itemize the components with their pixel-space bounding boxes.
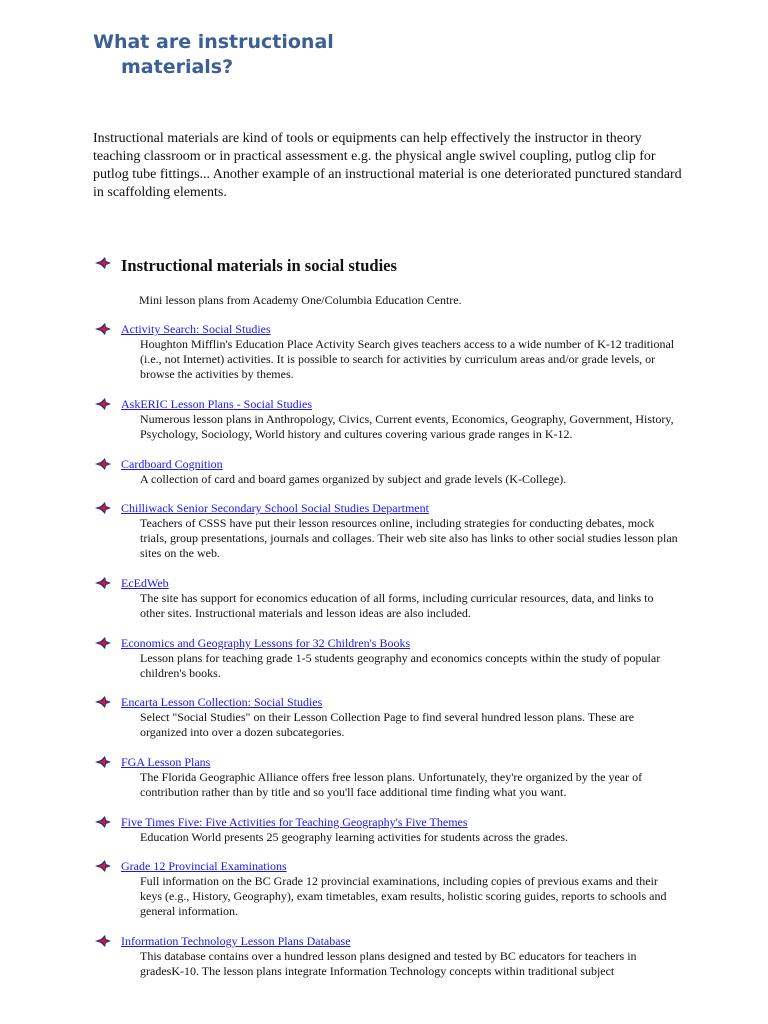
- page-title-line1: What are instructional: [93, 31, 334, 53]
- bullet-star-icon: [94, 934, 112, 948]
- bullet-star-icon: [94, 859, 112, 873]
- resource-link[interactable]: AskERIC Lesson Plans - Social Studies: [121, 397, 312, 411]
- page-title-line2: materials?: [121, 56, 234, 78]
- bullet-star-icon: [94, 501, 112, 515]
- section-subintro: Mini lesson plans from Academy One/Columbia Education Centre.: [139, 293, 462, 307]
- bullet-star-icon: [94, 397, 112, 411]
- resource-link[interactable]: Information Technology Lesson Plans Database: [121, 934, 351, 948]
- bullet-star-icon: [94, 576, 112, 590]
- bullet-star-icon: [94, 755, 112, 769]
- resource-description: Select "Social Studies" on their Lesson Collection Page to find several hundred lesson plans. These are organized into over a dozen subcategories.: [140, 710, 635, 739]
- resource-description: Full information on the BC Grade 12 provincial examinations, including copies of previous exams and their keys (e.g., History, Geography), exam timetables, exam results, holistic scoring guides, reports to schools and general information.: [140, 874, 667, 918]
- resource-description: A collection of card and board games organized by subject and grade levels (K-College).: [140, 472, 567, 486]
- resource-description: Education World presents 25 geography learning activities for students across the grades.: [140, 830, 569, 844]
- bullet-star-icon: [94, 815, 112, 829]
- resource-description: Teachers of CSSS have put their lesson resources online, including strategies for conducting debates, mock trials, group presentations, journals and collages. Their web site also has links to other social studies lesson plan sites on the web.: [140, 516, 678, 560]
- bullet-star-icon: [94, 457, 112, 471]
- resource-description: This database contains over a hundred lesson plans designed and tested by BC educators for teachers in gradesK-10. The lesson plans integrate Information Technology concepts within traditional subject: [140, 949, 637, 978]
- bullet-star-icon: [94, 322, 112, 336]
- bullet-star-icon: [94, 256, 112, 270]
- resource-link[interactable]: Grade 12 Provincial Examinations: [121, 859, 287, 873]
- resource-link[interactable]: Chilliwack Senior Secondary School Social Studies Department: [121, 501, 429, 515]
- resource-link[interactable]: Activity Search: Social Studies: [121, 322, 271, 336]
- resource-link[interactable]: Economics and Geography Lessons for 32 Children's Books: [121, 636, 411, 650]
- section-heading: Instructional materials in social studies: [121, 256, 397, 275]
- resource-description: The site has support for economics education of all forms, including curricular resources, data, and links to other sites. Instructional materials and lesson ideas are also included.: [140, 591, 654, 620]
- resource-link[interactable]: Encarta Lesson Collection: Social Studies: [121, 695, 323, 709]
- resource-description: The Florida Geographic Alliance offers free lesson plans. Unfortunately, they're organized by the year of contribution rather than by title and so you'll face additional time finding what you want.: [140, 770, 643, 799]
- resource-link[interactable]: Cardboard Cognition: [121, 457, 223, 471]
- resource-link[interactable]: EcEdWeb: [121, 576, 169, 590]
- resource-description: Houghton Mifflin's Education Place Activity Search gives teachers access to a wide number of K-12 traditional (i.e., not Internet) activities. It is possible to search for activities by curriculum areas and/or grade levels, or browse the activities by themes.: [140, 337, 675, 381]
- intro-paragraph: Instructional materials are kind of tools or equipments can help effectively the instructor in theory teaching classroom or in practical assessment e.g. the physical angle swivel coupling, putlog clip for putlog tube fittings... Another example of an instructional material is one deteriorated punctured standard in scaffolding elements.: [93, 131, 682, 200]
- resource-description: Lesson plans for teaching grade 1-5 students geography and economics concepts within the study of popular children's books.: [140, 651, 661, 680]
- bullet-star-icon: [94, 636, 112, 650]
- resource-link[interactable]: Five Times Five: Five Activities for Teaching Geography's Five Themes: [121, 815, 468, 829]
- resource-link[interactable]: FGA Lesson Plans: [121, 755, 211, 769]
- bullet-star-icon: [94, 695, 112, 709]
- resource-description: Numerous lesson plans in Anthropology, Civics, Current events, Economics, Geography, Government, History, Psychology, Sociology, World history and cultures covering various grade ranges in K-12.: [140, 412, 674, 441]
- page-title: [93, 30, 334, 80]
